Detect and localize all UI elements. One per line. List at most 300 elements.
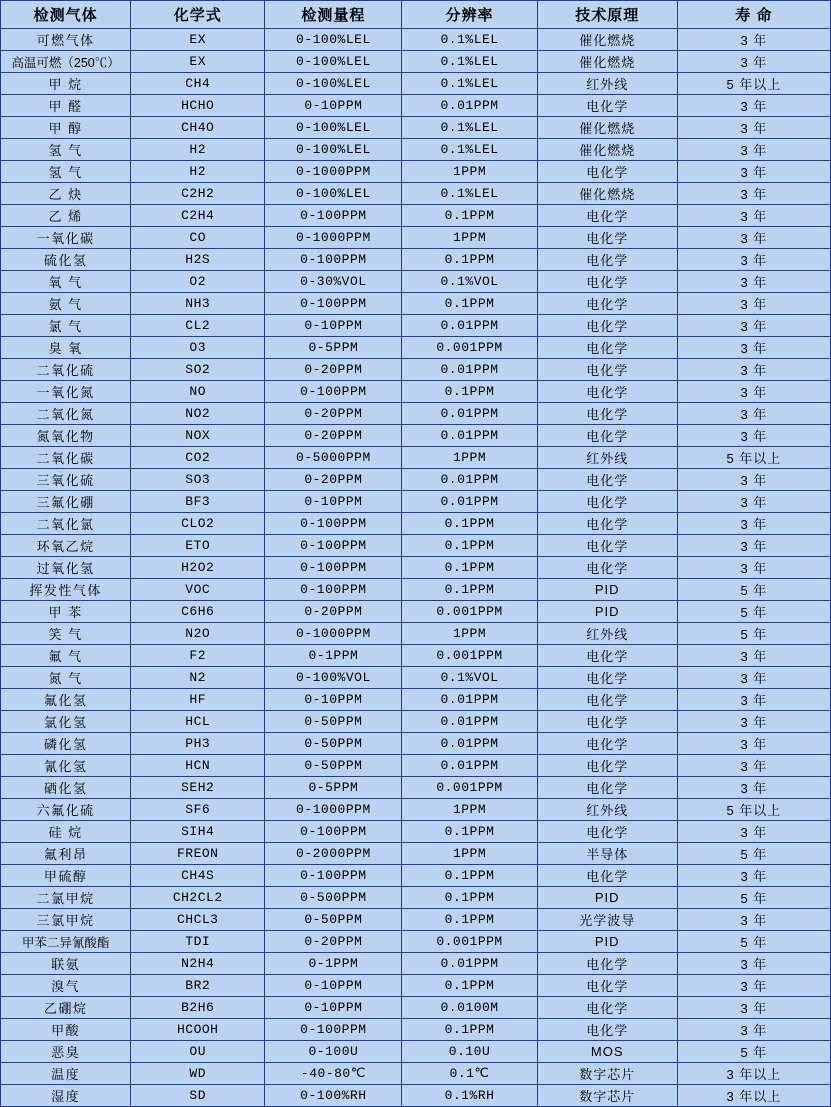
cell-formula: NH3 <box>131 293 265 315</box>
cell-principle: 催化燃烧 <box>537 29 677 51</box>
cell-range: 0-5000PPM <box>265 447 402 469</box>
table-row <box>1 909 831 931</box>
cell-resolution: 0.001PPM <box>402 931 537 953</box>
cell-resolution: 0.0100M <box>402 997 537 1019</box>
table-row <box>1 337 831 359</box>
cell-resolution: 0.1PPM <box>402 249 537 271</box>
cell-resolution: 0.001PPM <box>402 601 537 623</box>
cell-lifetime: 3 年 <box>677 227 830 249</box>
cell-formula: SO2 <box>131 359 265 381</box>
cell-formula: CO <box>131 227 265 249</box>
cell-resolution: 0.1PPM <box>402 579 537 601</box>
cell-lifetime: 3 年 <box>677 997 830 1019</box>
cell-resolution: 0.01PPM <box>402 425 537 447</box>
cell-lifetime: 3 年 <box>677 777 830 799</box>
cell-formula: BF3 <box>131 491 265 513</box>
table-row <box>1 29 831 51</box>
cell-range: 0-20PPM <box>265 425 402 447</box>
cell-principle: 电化学 <box>537 95 677 117</box>
table-row <box>1 579 831 601</box>
cell-formula: CL2 <box>131 315 265 337</box>
cell-gas: 氟 气 <box>1 645 131 667</box>
cell-gas: 笑 气 <box>1 623 131 645</box>
table-row <box>1 249 831 271</box>
cell-formula: N2O <box>131 623 265 645</box>
cell-principle: 电化学 <box>537 381 677 403</box>
cell-resolution: 1PPM <box>402 799 537 821</box>
table-row <box>1 953 831 975</box>
cell-lifetime: 3 年 <box>677 271 830 293</box>
cell-principle: 电化学 <box>537 645 677 667</box>
cell-range: 0-1PPM <box>265 953 402 975</box>
cell-principle: 电化学 <box>537 337 677 359</box>
cell-range: 0-100%VOL <box>265 667 402 689</box>
cell-lifetime: 3 年 <box>677 667 830 689</box>
cell-gas: 硫化氢 <box>1 249 131 271</box>
cell-formula: HF <box>131 689 265 711</box>
table-header <box>1 1 831 29</box>
table-row <box>1 645 831 667</box>
cell-gas: 氮 气 <box>1 667 131 689</box>
cell-principle: 红外线 <box>537 447 677 469</box>
table-row <box>1 381 831 403</box>
cell-lifetime: 3 年 <box>677 359 830 381</box>
cell-range: 0-20PPM <box>265 359 402 381</box>
cell-formula: HCOOH <box>131 1019 265 1041</box>
cell-lifetime: 3 年 <box>677 689 830 711</box>
cell-principle: PID <box>537 931 677 953</box>
table-header-row <box>1 1 831 29</box>
cell-principle: 电化学 <box>537 469 677 491</box>
cell-lifetime: 3 年 <box>677 139 830 161</box>
table-row <box>1 359 831 381</box>
cell-gas: 甲 苯 <box>1 601 131 623</box>
cell-lifetime: 5 年 <box>677 1041 830 1063</box>
cell-range: 0-100PPM <box>265 535 402 557</box>
table-row <box>1 51 831 73</box>
cell-gas: 乙 炔 <box>1 183 131 205</box>
cell-formula: SF6 <box>131 799 265 821</box>
cell-formula: CO2 <box>131 447 265 469</box>
cell-principle: 催化燃烧 <box>537 183 677 205</box>
cell-range: 0-100%RH <box>265 1085 402 1107</box>
cell-resolution: 0.01PPM <box>402 711 537 733</box>
cell-gas: 甲 烷 <box>1 73 131 95</box>
cell-formula: CH4 <box>131 73 265 95</box>
cell-formula: O2 <box>131 271 265 293</box>
cell-range: 0-1000PPM <box>265 799 402 821</box>
cell-principle: 电化学 <box>537 227 677 249</box>
cell-formula: H2O2 <box>131 557 265 579</box>
cell-range: 0-100%LEL <box>265 51 402 73</box>
cell-gas: 乙 烯 <box>1 205 131 227</box>
cell-resolution: 0.01PPM <box>402 733 537 755</box>
table-row <box>1 623 831 645</box>
cell-resolution: 0.1℃ <box>402 1063 537 1085</box>
cell-lifetime: 3 年 <box>677 249 830 271</box>
cell-range: 0-10PPM <box>265 997 402 1019</box>
cell-principle: 红外线 <box>537 73 677 95</box>
cell-resolution: 0.01PPM <box>402 491 537 513</box>
cell-range: 0-30%VOL <box>265 271 402 293</box>
cell-range: 0-20PPM <box>265 403 402 425</box>
cell-gas: 臭 氧 <box>1 337 131 359</box>
cell-range: 0-100PPM <box>265 205 402 227</box>
table-row <box>1 711 831 733</box>
cell-gas: 氟利昂 <box>1 843 131 865</box>
cell-lifetime: 5 年 <box>677 579 830 601</box>
table-row <box>1 931 831 953</box>
cell-gas: 一氧化碳 <box>1 227 131 249</box>
cell-lifetime: 3 年 <box>677 513 830 535</box>
table-row <box>1 975 831 997</box>
table-row <box>1 777 831 799</box>
cell-gas: 氧 气 <box>1 271 131 293</box>
cell-formula: FREON <box>131 843 265 865</box>
cell-lifetime: 3 年 <box>677 557 830 579</box>
cell-range: 0-20PPM <box>265 931 402 953</box>
column-header-gas: 检测气体 <box>1 1 131 29</box>
cell-gas: 氯化氢 <box>1 711 131 733</box>
table-row <box>1 425 831 447</box>
cell-lifetime: 3 年 <box>677 975 830 997</box>
cell-formula: SEH2 <box>131 777 265 799</box>
cell-resolution: 1PPM <box>402 227 537 249</box>
cell-gas: 可燃气体 <box>1 29 131 51</box>
cell-gas: 甲 醇 <box>1 117 131 139</box>
cell-gas: 湿度 <box>1 1085 131 1107</box>
cell-resolution: 0.01PPM <box>402 469 537 491</box>
table-row <box>1 689 831 711</box>
cell-principle: 红外线 <box>537 623 677 645</box>
cell-range: 0-1000PPM <box>265 623 402 645</box>
cell-range: 0-100U <box>265 1041 402 1063</box>
cell-range: 0-100PPM <box>265 579 402 601</box>
cell-resolution: 0.1%VOL <box>402 271 537 293</box>
cell-lifetime: 3 年 <box>677 51 830 73</box>
cell-gas: 甲硫醇 <box>1 865 131 887</box>
cell-gas: 二氧化氯 <box>1 513 131 535</box>
cell-resolution: 0.1PPM <box>402 975 537 997</box>
cell-formula: SD <box>131 1085 265 1107</box>
cell-lifetime: 3 年 <box>677 1019 830 1041</box>
cell-formula: H2S <box>131 249 265 271</box>
cell-range: 0-50PPM <box>265 909 402 931</box>
cell-principle: 光学波导 <box>537 909 677 931</box>
cell-range: 0-10PPM <box>265 689 402 711</box>
cell-principle: 电化学 <box>537 711 677 733</box>
cell-range: 0-10PPM <box>265 975 402 997</box>
cell-formula: NO2 <box>131 403 265 425</box>
table-row <box>1 315 831 337</box>
table-row <box>1 447 831 469</box>
cell-resolution: 0.1%LEL <box>402 73 537 95</box>
cell-principle: 电化学 <box>537 513 677 535</box>
cell-resolution: 0.1PPM <box>402 205 537 227</box>
cell-lifetime: 3 年 <box>677 469 830 491</box>
cell-lifetime: 3 年 <box>677 205 830 227</box>
cell-gas: 二氧化碳 <box>1 447 131 469</box>
cell-principle: 电化学 <box>537 953 677 975</box>
cell-formula: EX <box>131 29 265 51</box>
cell-gas: 甲酸 <box>1 1019 131 1041</box>
cell-formula: OU <box>131 1041 265 1063</box>
cell-principle: 电化学 <box>537 249 677 271</box>
table-row <box>1 161 831 183</box>
cell-gas: 二氧化硫 <box>1 359 131 381</box>
cell-lifetime: 3 年 <box>677 293 830 315</box>
cell-resolution: 0.01PPM <box>402 315 537 337</box>
cell-resolution: 0.001PPM <box>402 777 537 799</box>
cell-range: 0-100PPM <box>265 249 402 271</box>
cell-gas: 六氟化硫 <box>1 799 131 821</box>
cell-principle: 电化学 <box>537 1019 677 1041</box>
cell-gas: 环氧乙烷 <box>1 535 131 557</box>
cell-resolution: 0.01PPM <box>402 689 537 711</box>
cell-lifetime: 5 年 <box>677 601 830 623</box>
cell-resolution: 0.1PPM <box>402 909 537 931</box>
cell-gas: 恶臭 <box>1 1041 131 1063</box>
cell-gas: 氯 气 <box>1 315 131 337</box>
cell-principle: 催化燃烧 <box>537 51 677 73</box>
cell-lifetime: 3 年以上 <box>677 1085 830 1107</box>
cell-resolution: 0.1%LEL <box>402 51 537 73</box>
cell-formula: HCL <box>131 711 265 733</box>
cell-range: 0-20PPM <box>265 469 402 491</box>
cell-lifetime: 3 年 <box>677 183 830 205</box>
cell-principle: 电化学 <box>537 755 677 777</box>
cell-lifetime: 3 年 <box>677 403 830 425</box>
cell-resolution: 0.01PPM <box>402 95 537 117</box>
cell-resolution: 1PPM <box>402 161 537 183</box>
cell-range: 0-100%LEL <box>265 139 402 161</box>
cell-resolution: 1PPM <box>402 843 537 865</box>
cell-principle: PID <box>537 887 677 909</box>
cell-gas: 高温可燃（250℃） <box>1 51 131 73</box>
cell-formula: CH4O <box>131 117 265 139</box>
cell-resolution: 0.01PPM <box>402 755 537 777</box>
cell-resolution: 0.1%RH <box>402 1085 537 1107</box>
table-row <box>1 755 831 777</box>
cell-formula: NOX <box>131 425 265 447</box>
cell-gas: 三氧化硫 <box>1 469 131 491</box>
cell-principle: 电化学 <box>537 557 677 579</box>
cell-formula: TDI <box>131 931 265 953</box>
cell-formula: O3 <box>131 337 265 359</box>
cell-lifetime: 3 年 <box>677 535 830 557</box>
cell-resolution: 0.1PPM <box>402 887 537 909</box>
cell-formula: NO <box>131 381 265 403</box>
cell-principle: 电化学 <box>537 997 677 1019</box>
cell-formula: EX <box>131 51 265 73</box>
table-row <box>1 227 831 249</box>
cell-gas: 乙硼烷 <box>1 997 131 1019</box>
cell-formula: CH4S <box>131 865 265 887</box>
cell-gas: 氟化氢 <box>1 689 131 711</box>
cell-resolution: 0.1PPM <box>402 381 537 403</box>
table-row <box>1 73 831 95</box>
cell-formula: HCN <box>131 755 265 777</box>
cell-principle: 电化学 <box>537 865 677 887</box>
cell-resolution: 0.10U <box>402 1041 537 1063</box>
cell-resolution: 0.01PPM <box>402 953 537 975</box>
cell-principle: 电化学 <box>537 403 677 425</box>
cell-resolution: 0.1%VOL <box>402 667 537 689</box>
cell-resolution: 0.1%LEL <box>402 117 537 139</box>
cell-range: 0-1000PPM <box>265 227 402 249</box>
cell-lifetime: 3 年 <box>677 425 830 447</box>
cell-range: 0-100PPM <box>265 821 402 843</box>
table-row <box>1 271 831 293</box>
cell-gas: 三氟化硼 <box>1 491 131 513</box>
cell-formula: HCHO <box>131 95 265 117</box>
cell-formula: H2 <box>131 161 265 183</box>
cell-formula: WD <box>131 1063 265 1085</box>
cell-formula: C2H2 <box>131 183 265 205</box>
cell-gas: 溴气 <box>1 975 131 997</box>
cell-range: 0-10PPM <box>265 95 402 117</box>
cell-formula: PH3 <box>131 733 265 755</box>
cell-lifetime: 3 年 <box>677 865 830 887</box>
table-row <box>1 535 831 557</box>
cell-principle: 电化学 <box>537 975 677 997</box>
table-row <box>1 1063 831 1085</box>
cell-formula: ETO <box>131 535 265 557</box>
cell-formula: SIH4 <box>131 821 265 843</box>
cell-resolution: 1PPM <box>402 447 537 469</box>
cell-formula: BR2 <box>131 975 265 997</box>
cell-principle: 半导体 <box>537 843 677 865</box>
cell-range: 0-10PPM <box>265 315 402 337</box>
table-row <box>1 865 831 887</box>
cell-formula: CH2CL2 <box>131 887 265 909</box>
cell-resolution: 0.01PPM <box>402 359 537 381</box>
cell-range: 0-100%LEL <box>265 183 402 205</box>
cell-principle: 催化燃烧 <box>537 117 677 139</box>
cell-range: 0-100PPM <box>265 1019 402 1041</box>
cell-principle: 电化学 <box>537 667 677 689</box>
cell-lifetime: 3 年 <box>677 337 830 359</box>
cell-gas: 氨 气 <box>1 293 131 315</box>
cell-gas: 硅 烷 <box>1 821 131 843</box>
cell-principle: 催化燃烧 <box>537 139 677 161</box>
cell-gas: 磷化氢 <box>1 733 131 755</box>
cell-resolution: 0.1PPM <box>402 865 537 887</box>
cell-principle: 红外线 <box>537 799 677 821</box>
cell-principle: 电化学 <box>537 733 677 755</box>
cell-lifetime: 3 年 <box>677 909 830 931</box>
table-row <box>1 513 831 535</box>
cell-resolution: 0.1PPM <box>402 535 537 557</box>
table-row <box>1 1085 831 1107</box>
table-row <box>1 205 831 227</box>
cell-principle: 电化学 <box>537 359 677 381</box>
cell-lifetime: 3 年 <box>677 755 830 777</box>
cell-gas: 氮氧化物 <box>1 425 131 447</box>
cell-principle: 电化学 <box>537 689 677 711</box>
cell-principle: PID <box>537 601 677 623</box>
cell-principle: 电化学 <box>537 271 677 293</box>
cell-principle: 电化学 <box>537 777 677 799</box>
cell-lifetime: 3 年 <box>677 645 830 667</box>
cell-lifetime: 3 年以上 <box>677 1063 830 1085</box>
table-row <box>1 799 831 821</box>
table-body <box>1 29 831 1107</box>
cell-gas: 一氧化氮 <box>1 381 131 403</box>
cell-gas: 二氧化氮 <box>1 403 131 425</box>
table-row <box>1 667 831 689</box>
cell-range: 0-50PPM <box>265 711 402 733</box>
cell-gas: 硒化氢 <box>1 777 131 799</box>
cell-lifetime: 5 年 <box>677 843 830 865</box>
cell-gas: 温度 <box>1 1063 131 1085</box>
cell-lifetime: 5 年以上 <box>677 447 830 469</box>
cell-resolution: 0.1%LEL <box>402 29 537 51</box>
cell-lifetime: 3 年 <box>677 29 830 51</box>
cell-formula: C2H4 <box>131 205 265 227</box>
cell-gas: 过氧化氢 <box>1 557 131 579</box>
table-row <box>1 1019 831 1041</box>
cell-range: 0-50PPM <box>265 733 402 755</box>
cell-principle: 电化学 <box>537 535 677 557</box>
column-header-resolution: 分辨率 <box>402 1 537 29</box>
cell-lifetime: 3 年 <box>677 161 830 183</box>
cell-gas: 挥发性气体 <box>1 579 131 601</box>
cell-resolution: 0.1PPM <box>402 1019 537 1041</box>
column-header-principle: 技术原理 <box>537 1 677 29</box>
table-row <box>1 469 831 491</box>
cell-range: 0-20PPM <box>265 601 402 623</box>
cell-gas: 联氨 <box>1 953 131 975</box>
cell-range: 0-1PPM <box>265 645 402 667</box>
cell-formula: CLO2 <box>131 513 265 535</box>
cell-principle: 电化学 <box>537 293 677 315</box>
table-row <box>1 117 831 139</box>
table-row <box>1 821 831 843</box>
cell-lifetime: 5 年 <box>677 931 830 953</box>
cell-principle: 电化学 <box>537 315 677 337</box>
cell-range: 0-1000PPM <box>265 161 402 183</box>
cell-lifetime: 3 年 <box>677 381 830 403</box>
cell-principle: 电化学 <box>537 425 677 447</box>
table-row <box>1 139 831 161</box>
cell-lifetime: 5 年以上 <box>677 73 830 95</box>
cell-gas: 氢 气 <box>1 139 131 161</box>
cell-formula: N2 <box>131 667 265 689</box>
table-row <box>1 997 831 1019</box>
cell-gas: 二氯甲烷 <box>1 887 131 909</box>
cell-principle: PID <box>537 579 677 601</box>
column-header-lifetime: 寿 命 <box>677 1 830 29</box>
table-row <box>1 403 831 425</box>
cell-formula: VOC <box>131 579 265 601</box>
cell-gas: 氢 气 <box>1 161 131 183</box>
cell-range: 0-100PPM <box>265 557 402 579</box>
cell-resolution: 0.001PPM <box>402 645 537 667</box>
cell-gas: 三氯甲烷 <box>1 909 131 931</box>
cell-principle: 电化学 <box>537 821 677 843</box>
cell-range: 0-100PPM <box>265 381 402 403</box>
table-row <box>1 293 831 315</box>
table-row <box>1 1041 831 1063</box>
cell-lifetime: 3 年 <box>677 95 830 117</box>
cell-resolution: 0.1PPM <box>402 513 537 535</box>
table-row <box>1 95 831 117</box>
cell-principle: MOS <box>537 1041 677 1063</box>
cell-principle: 电化学 <box>537 491 677 513</box>
cell-resolution: 0.1PPM <box>402 293 537 315</box>
cell-formula: CHCL3 <box>131 909 265 931</box>
